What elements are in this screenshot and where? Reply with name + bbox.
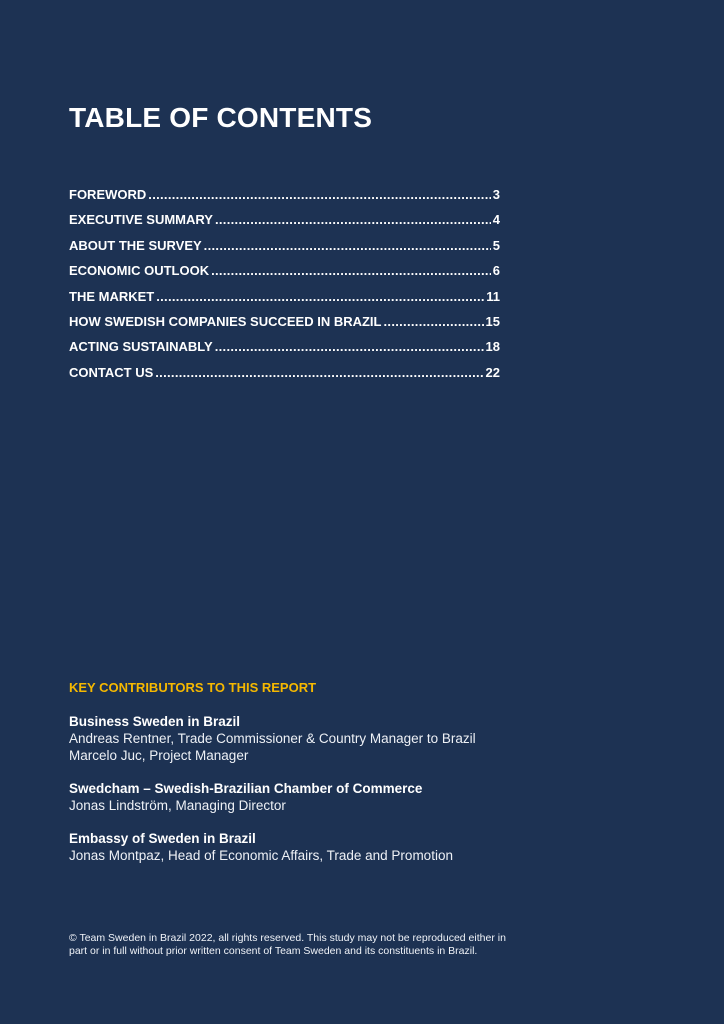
toc-page-number: 4 <box>492 212 500 228</box>
toc-page-number: 22 <box>485 364 500 380</box>
table-of-contents <box>69 187 500 390</box>
toc-entry-foreword[interactable] <box>69 187 500 212</box>
key-contributors-heading: KEY CONTRIBUTORS TO THIS REPORT <box>69 680 317 695</box>
contributor-organization: Embassy of Sweden in Brazil <box>69 831 256 846</box>
toc-dot-leader <box>215 339 484 354</box>
contributor-person: Jonas Montpaz, Head of Economic Affairs, Trade and Promotion <box>69 848 453 863</box>
toc-entry-executive-summary[interactable] <box>69 212 500 237</box>
toc-entry-acting-sustainably[interactable] <box>69 339 500 364</box>
page-title: TABLE OF CONTENTS <box>69 102 373 133</box>
copyright-notice: © Team Sweden in Brazil 2022, all rights reserved. This study may not be reproduced either in part or in full without prior written consent of Team Sweden and its constituents in Brazil. <box>69 932 506 957</box>
toc-dot-leader <box>148 187 490 202</box>
toc-entry-title: ECONOMIC OUTLOOK <box>69 263 210 279</box>
toc-entry-title: HOW SWEDISH COMPANIES SUCCEED IN BRAZIL <box>69 313 382 329</box>
toc-entry-about-the-survey[interactable] <box>69 238 500 263</box>
toc-entry-how-swedish-companies-succeed[interactable] <box>69 314 500 339</box>
toc-page-number: 15 <box>485 313 500 329</box>
contributor-organization: Swedcham – Swedish-Brazilian Chamber of Commerce <box>69 781 423 796</box>
toc-dot-leader <box>384 314 484 329</box>
toc-entry-title: EXECUTIVE SUMMARY <box>69 212 213 228</box>
toc-entry-contact-us[interactable] <box>69 365 500 390</box>
contributor-person: Marcelo Juc, Project Manager <box>69 748 249 763</box>
contributor-person: Andreas Rentner, Trade Commissioner & Country Manager to Brazil <box>69 731 476 746</box>
contributor-organization: Business Sweden in Brazil <box>69 714 241 729</box>
contributor-group-swedcham <box>69 780 422 814</box>
toc-page-number: 11 <box>486 288 500 304</box>
toc-entry-economic-outlook[interactable] <box>69 263 500 288</box>
toc-page-number: 6 <box>492 263 500 279</box>
toc-dot-leader <box>215 212 491 227</box>
toc-entry-the-market[interactable] <box>69 289 500 314</box>
contributor-group-business-sweden <box>69 713 476 764</box>
toc-page-number: 3 <box>492 187 500 202</box>
toc-entry-title: CONTACT US <box>69 364 154 380</box>
toc-dot-leader <box>204 238 491 253</box>
toc-page-number: 5 <box>492 237 500 253</box>
toc-entry-title: THE MARKET <box>69 288 155 304</box>
toc-dot-leader <box>211 263 491 278</box>
contributor-person: Jonas Lindström, Managing Director <box>69 798 286 813</box>
contributor-group-embassy <box>69 830 453 864</box>
toc-dot-leader <box>156 289 484 304</box>
toc-entry-title: ABOUT THE SURVEY <box>69 237 202 253</box>
toc-entry-title: ACTING SUSTAINABLY <box>69 339 213 355</box>
toc-page-number: 18 <box>485 339 500 355</box>
toc-entry-title: FOREWORD <box>69 187 147 202</box>
toc-dot-leader <box>155 365 483 380</box>
